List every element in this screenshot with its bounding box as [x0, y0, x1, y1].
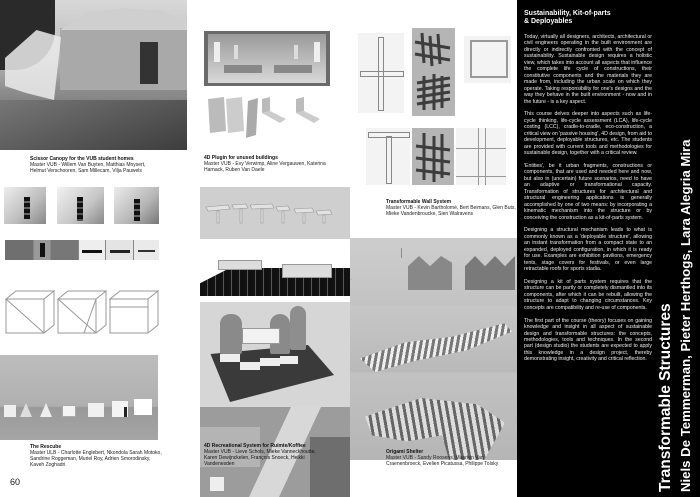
- scissor-canopy-photo: [0, 0, 187, 150]
- page-number: 60: [10, 477, 21, 487]
- caption-credits: Master VUB - Willem Van Buyten, Matthias Moysert, Helmut Verschooren, Sam Millecam, Vilja Pauwels: [30, 162, 146, 174]
- caption-4d-plugin: [204, 155, 329, 173]
- section-title-vertical: Transformable Structures: [657, 303, 674, 492]
- recreational-tables-render: [200, 187, 350, 239]
- wall-diagram-square: [464, 36, 511, 83]
- hinge-photo-1: [4, 187, 46, 224]
- article-heading: [524, 10, 652, 26]
- caption-wall-system: [386, 199, 516, 217]
- plugin-interior-render: [204, 31, 330, 86]
- wall-3d-render-1: [412, 28, 455, 116]
- authors-vertical: Niels De Temmerman, Pieter Herthogs, Lara Alegria Mira: [678, 139, 693, 492]
- article-text: [524, 10, 652, 369]
- article-paragraph: Designing a structural mechanism leads to what is commonly known as a 'deployable structure', allowing an instant transformation from a compact state to an expanded, deployed configuration, in which it is ready for use. Examples are exhibition pavilions, emergency tents, stage covers for festivals, or even large retractable roofs for sports stadia.: [524, 227, 652, 273]
- caption-credits: Master VUB - Evy Verwimp, Aline Vergauwen, Katerina Harnack, Ruben Van Daele: [204, 161, 326, 173]
- recreational-grid-render: [200, 240, 350, 302]
- wall-diagram-cross: [358, 33, 404, 113]
- recreational-people-render: [200, 302, 350, 407]
- caption-title: 4D Recreational System for Ruimte/Koffiee: [204, 443, 306, 449]
- rescube-render: [0, 355, 158, 440]
- caption-title: Scissor Canopy for the VUB student homes: [30, 156, 134, 162]
- caption-scissor-canopy: [30, 156, 160, 174]
- caption-title: Transformable Wall System: [386, 199, 452, 205]
- article-paragraph: This course delves deeper into aspects such as life-cycle thinking, life-cycle assessment (LCA), life-cycle costing (LCC), cradle-to-cradle, eco-construction, a critical view on 'passive housing', 4D design, from aid to development, deployable structures, etc. The students are provided with current tools and methodologies for sustainable design, together with a critical review.: [524, 111, 652, 157]
- hinge-photo-2: [57, 187, 104, 224]
- origami-shelter-render: [350, 238, 517, 460]
- caption-origami-shelter: [386, 449, 516, 467]
- article-paragraph: The first part of the course (theory) focuses on gaining knowledge and insight in all aspect of sustainable design and transformable structures: the concepts, methodologies, tools and techniques. In the second part (design studio) the students are expected to apply this knowledge in a design project, thereby demonstrating insight, creativity and critical reflection.: [524, 317, 652, 363]
- caption-credits: Master VUB - Kevin Bartholomé, Bert Beimans, Glen Buts, Mieke Vandenbroucke, Sien Walravens: [386, 205, 516, 217]
- wall-3d-render-2: [412, 128, 454, 185]
- rescube-wireframes: [4, 285, 160, 335]
- caption-title: The Rescube: [30, 444, 62, 450]
- heading-line-1: Sustainability, Kit-of-parts: [524, 10, 611, 17]
- article-paragraph: 'Entities', be it urban fragments, constructions or components, that are used and needed here and now, but also in (uncertain) future scenarios, need to have an adaptive or transformational capacity. Transformation of structures for architectural and structural engineering applications is generally accomplished by one of two means: by incorporating a kinematic mechanism into the structure or by conceiving the construction as a kit-of-parts system.: [524, 162, 652, 221]
- caption-credits: Master VUB - Sandy Roosens, Maarten Van Craenenbroeck, Evelien Picatussa, Philippe Tolsky: [386, 455, 499, 467]
- caption-rescube: [30, 444, 162, 468]
- caption-credits: Master VUB - Lieve Schols, Mieke Vanneckhoutte, Karen Dewijnckelen, François Snoeck, Heikki Vandenesden: [204, 449, 316, 467]
- heading-line-2: & Deployables: [524, 18, 573, 25]
- wall-diagram-t: [366, 128, 410, 185]
- article-paragraph: Designing a kit of parts system requires that the structure can be partly or completely dismantled into its components, after which it can be rebuilt, allowing the structure to adapt to changing circumstances. Key concepts are compatibility and re-use of components.: [524, 278, 652, 311]
- caption-title: Origami Shelter: [386, 449, 424, 455]
- caption-title: 4D Plugin for unused buildings: [204, 155, 278, 161]
- hinge-photo-3: [114, 187, 159, 224]
- plugin-furniture-render: [204, 95, 330, 140]
- caption-recreational-system: [204, 443, 322, 467]
- caption-credits: Master ULB - Charlotte Englebert, Nkondola Sarah Motoko, Sandrine Roggeman, Muriel Roy, Adrien Smorodinsky, Kaveh Zoghadri: [30, 450, 162, 468]
- article-paragraph: Today, virtually all designers, architects, architectural or civil engineers operating in the built environment are directly or indirectly confronted with the concept of sustainability. Sustainable design requires a holistic view, which takes into account all aspects that influence the complete life cycle of constructions, their constitutive components and the materials they are made from, including the urban scale on which they operate. Taking responsibility for one's designs and the way they behave in the built environment - now and in the future - is a key aspect.: [524, 34, 652, 105]
- rescube-detail-strip: [5, 240, 159, 260]
- wall-diagram-grid: [456, 128, 506, 185]
